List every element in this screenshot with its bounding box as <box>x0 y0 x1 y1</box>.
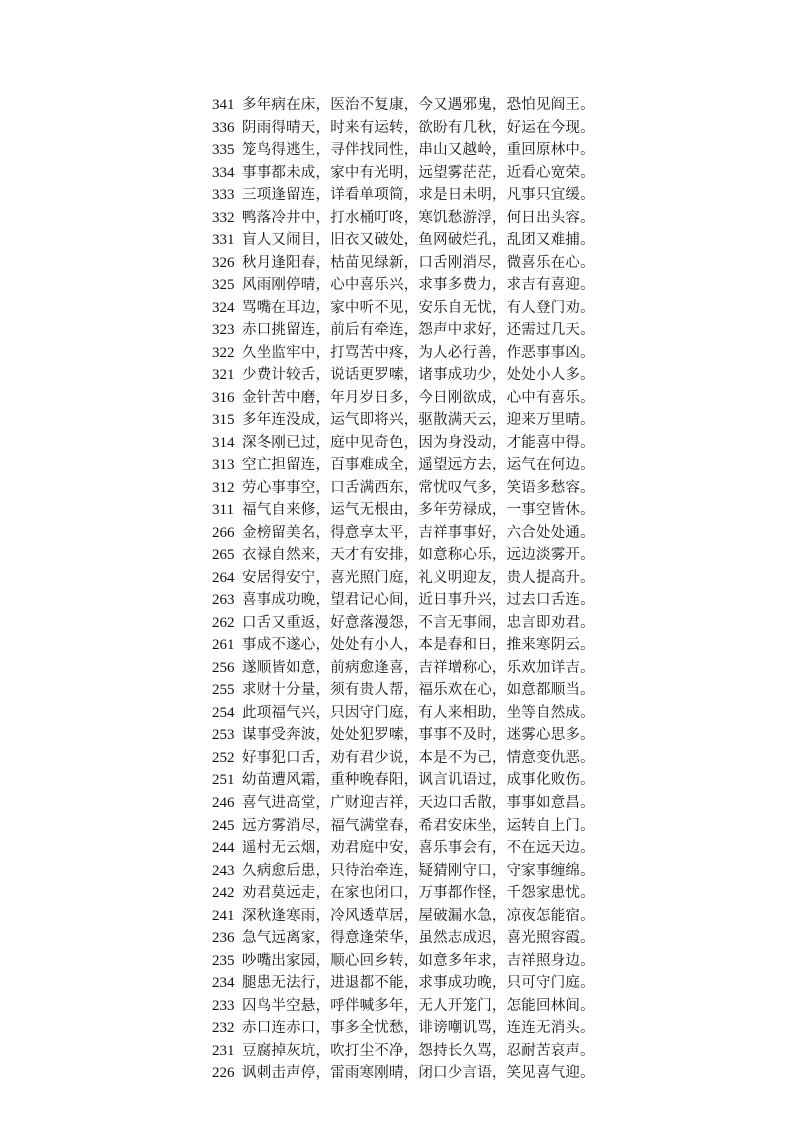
verse-number: 334 <box>212 164 235 181</box>
verse-text: 金针苦中磨，年月岁日多，今日刚欲成，心中有喜乐。 <box>242 389 595 406</box>
verse-number: 235 <box>212 952 235 969</box>
verse-row <box>212 162 782 185</box>
verse-row <box>212 139 782 162</box>
verse-text: 谋事受奔波，处处犯罗嗦，事事不及时，迷雾心思多。 <box>242 727 595 744</box>
verse-number: 265 <box>212 547 235 564</box>
verse-text: 喜事成功晚，望君记心间，近日事升兴，过去口舌连。 <box>242 592 595 609</box>
verse-text: 事事都未成，家中有光明，远望雾茫茫，近看心宽荣。 <box>242 164 595 181</box>
verse-text: 深冬刚已过，庭中见奇色，因为身没动，才能喜中得。 <box>242 434 595 451</box>
verse-row <box>212 432 782 455</box>
verse-number: 322 <box>212 344 235 361</box>
verse-text: 豆腐掉灰坑，吹打尘不净，怨持长久骂，忍耐苦哀声。 <box>242 1042 595 1059</box>
verse-text: 劳心事事空，口舌满西东，常忧叹气多，笑语多愁容。 <box>242 479 595 496</box>
verse-number: 321 <box>212 367 235 384</box>
verse-number: 254 <box>212 704 235 721</box>
verse-number: 231 <box>212 1042 235 1059</box>
verse-row <box>212 1017 782 1040</box>
verse-text: 囚鸟半空悬，呼伴喊多年，无人开笼门，怎能回林间。 <box>242 997 595 1014</box>
verse-text: 腿患无法行，进退都不能，求事成功晚，只可守门庭。 <box>242 975 595 992</box>
verse-text: 喜气进高堂，广财迎吉祥，天边口舌散，事事如意昌。 <box>242 794 595 811</box>
verse-number: 244 <box>212 840 235 857</box>
verse-text: 遥村无云烟，劝君庭中安，喜乐事会有，不在远天边。 <box>242 840 595 857</box>
verse-row <box>212 612 782 635</box>
verse-row <box>212 747 782 770</box>
verse-row <box>212 837 782 860</box>
verse-text: 好事犯口舌，劝有君少说，本是不为己，情意变仇恶。 <box>242 749 595 766</box>
verse-number: 261 <box>212 637 235 654</box>
verse-number: 266 <box>212 524 235 541</box>
verse-number: 245 <box>212 817 235 834</box>
verse-row <box>212 454 782 477</box>
verse-row <box>212 769 782 792</box>
verse-text: 事成不遂心，处处有小人，本是春和日，推来寒阴云。 <box>242 637 595 654</box>
verse-row <box>212 229 782 252</box>
verse-text: 安居得安宁，喜光照门庭，礼义明迎友，贵人提高升。 <box>242 569 595 586</box>
verse-text: 多年连没成，运气即将兴，驱散满天云，迎来万里晴。 <box>242 412 595 429</box>
verse-number: 341 <box>212 97 235 113</box>
verse-number: 243 <box>212 862 235 879</box>
verse-row <box>212 207 782 230</box>
verse-number: 315 <box>212 412 235 429</box>
verse-row <box>212 117 782 140</box>
verse-row <box>212 995 782 1018</box>
verse-row <box>212 387 782 410</box>
verse-number: 323 <box>212 322 235 339</box>
verse-text: 吵嘴出家园，顺心回乡转，如意多年求，吉祥照身边。 <box>242 952 595 969</box>
verse-row <box>212 274 782 297</box>
verse-number: 335 <box>212 142 235 159</box>
verse-number: 313 <box>212 457 235 474</box>
verse-text: 久病愈后患，只待治牵连，疑猜刚守口，守家事缠绵。 <box>242 862 595 879</box>
verse-number: 236 <box>212 930 235 947</box>
verse-row <box>212 657 782 680</box>
verse-row <box>212 927 782 950</box>
verse-number: 336 <box>212 119 235 136</box>
verse-text: 口舌又重返，好意落漫怨，不言无事闹，忠言即劝君。 <box>242 614 595 631</box>
verse-text: 多年病在床，医治不复康，今又遇邪鬼，恐怕见阎王。 <box>242 97 595 113</box>
fortune-verse-list <box>212 94 782 1085</box>
verse-text: 远方雾消尽，福气满堂春，希君安床坐，运转自上门。 <box>242 817 595 834</box>
verse-text: 秋月逢阳春，枯苗见绿新，口舌刚消尽，微喜乐在心。 <box>242 254 595 271</box>
verse-text: 衣禄自然来，天才有安排，如意称心乐，远边淡雾开。 <box>242 547 595 564</box>
verse-text: 少费计较舌，说话更罗嗦，诸事成功少，处处小人多。 <box>242 367 595 384</box>
verse-text: 深秋逢寒雨，冷风透草居，屋破漏水急，凉夜怎能宿。 <box>242 907 595 924</box>
verse-text: 空亡担留连，百事难成全，遥望远方去，运气在何边。 <box>242 457 595 474</box>
verse-number: 263 <box>212 592 235 609</box>
verse-number: 262 <box>212 614 235 631</box>
verse-text: 久坐监牢中，打骂苦中疼，为人必行善，作恶事事凶。 <box>242 344 595 361</box>
verse-text: 风雨刚停晴，心中喜乐兴，求事多费力，求吉有喜迎。 <box>242 277 595 294</box>
verse-number: 253 <box>212 727 235 744</box>
verse-row <box>212 950 782 973</box>
verse-text: 劝君莫远走，在家也闭口，万事都作怪，千怨家患忧。 <box>242 885 595 902</box>
verse-text: 三项逢留连，详看单项简，求是日未明，凡事只宜缓。 <box>242 187 595 204</box>
verse-text: 金榜留美名，得意享太平，吉祥事事好，六合处处通。 <box>242 524 595 541</box>
verse-text: 求财十分量，须有贵人帮，福乐欢在心，如意都顺当。 <box>242 682 595 699</box>
verse-number: 241 <box>212 907 235 924</box>
verse-row <box>212 724 782 747</box>
verse-number: 246 <box>212 794 235 811</box>
verse-number: 316 <box>212 389 235 406</box>
verse-row <box>212 364 782 387</box>
verse-number: 325 <box>212 277 235 294</box>
verse-number: 226 <box>212 1065 235 1082</box>
verse-number: 234 <box>212 975 235 992</box>
verse-number: 233 <box>212 997 235 1014</box>
verse-row <box>212 1040 782 1063</box>
verse-row <box>212 522 782 545</box>
verse-text: 遂顺皆如意，前病愈逢喜，吉祥增称心，乐欢加详吉。 <box>242 659 595 676</box>
verse-text: 幼苗遭风霜，重种晚春阳，讽言讥语过，成事化败伤。 <box>242 772 595 789</box>
verse-row <box>212 342 782 365</box>
verse-text: 急气远离家，得意逢荣华，虽然志成迟，喜光照容霞。 <box>242 930 595 947</box>
verse-text: 阴雨得晴天，时来有运转，欲盼有几秋，好运在今现。 <box>242 119 595 136</box>
verse-text: 此项福气兴，只因守门庭，有人来相助，坐等自然成。 <box>242 704 595 721</box>
verse-text: 骂嘴在耳边，家中听不见，安乐自无忧，有人登门劝。 <box>242 299 595 316</box>
verse-row <box>212 634 782 657</box>
verse-number: 255 <box>212 682 235 699</box>
verse-row <box>212 94 782 117</box>
verse-number: 314 <box>212 434 235 451</box>
verse-number: 331 <box>212 232 235 249</box>
verse-text: 鸭落冷井中，打水桶叮咚，寒饥愁游浮，何日出头容。 <box>242 209 595 226</box>
verse-number: 251 <box>212 772 235 789</box>
verse-row <box>212 477 782 500</box>
verse-row <box>212 544 782 567</box>
verse-row <box>212 589 782 612</box>
verse-row <box>212 567 782 590</box>
verse-row <box>212 860 782 883</box>
verse-number: 312 <box>212 479 235 496</box>
verse-number: 311 <box>212 502 234 519</box>
verse-row <box>212 972 782 995</box>
verse-row <box>212 319 782 342</box>
verse-row <box>212 815 782 838</box>
verse-number: 242 <box>212 885 235 902</box>
verse-text: 盲人又闹目，旧衣又破处，鱼网破烂孔，乱团又难捕。 <box>242 232 595 249</box>
verse-row <box>212 702 782 725</box>
verse-text: 讽刺击声停，雷雨寒刚晴，闭口少言语，笑见喜气迎。 <box>242 1065 595 1082</box>
verse-row <box>212 882 782 905</box>
verse-row <box>212 905 782 928</box>
verse-number: 333 <box>212 187 235 204</box>
verse-number: 252 <box>212 749 235 766</box>
verse-row <box>212 409 782 432</box>
verse-number: 256 <box>212 659 235 676</box>
verse-number: 332 <box>212 209 235 226</box>
verse-number: 264 <box>212 569 235 586</box>
verse-row <box>212 1062 782 1085</box>
verse-number: 232 <box>212 1020 235 1037</box>
verse-number: 324 <box>212 299 235 316</box>
verse-row <box>212 252 782 275</box>
verse-row <box>212 792 782 815</box>
verse-number: 326 <box>212 254 235 271</box>
verse-row <box>212 499 782 522</box>
verse-row <box>212 184 782 207</box>
verse-text: 福气自来修，运气无根由，多年劳禄成，一事空皆休。 <box>242 502 595 519</box>
verse-text: 赤口挑留连，前后有牵连，怨声中求好，还需过几天。 <box>242 322 595 339</box>
verse-row <box>212 679 782 702</box>
verse-text: 笼鸟得逃生，寻伴找同性，串山又越岭，重回原林中。 <box>242 142 595 159</box>
verse-text: 赤口连赤口，事多全忧愁，诽谤嘲讥骂，连连无消头。 <box>242 1020 595 1037</box>
verse-row <box>212 297 782 320</box>
